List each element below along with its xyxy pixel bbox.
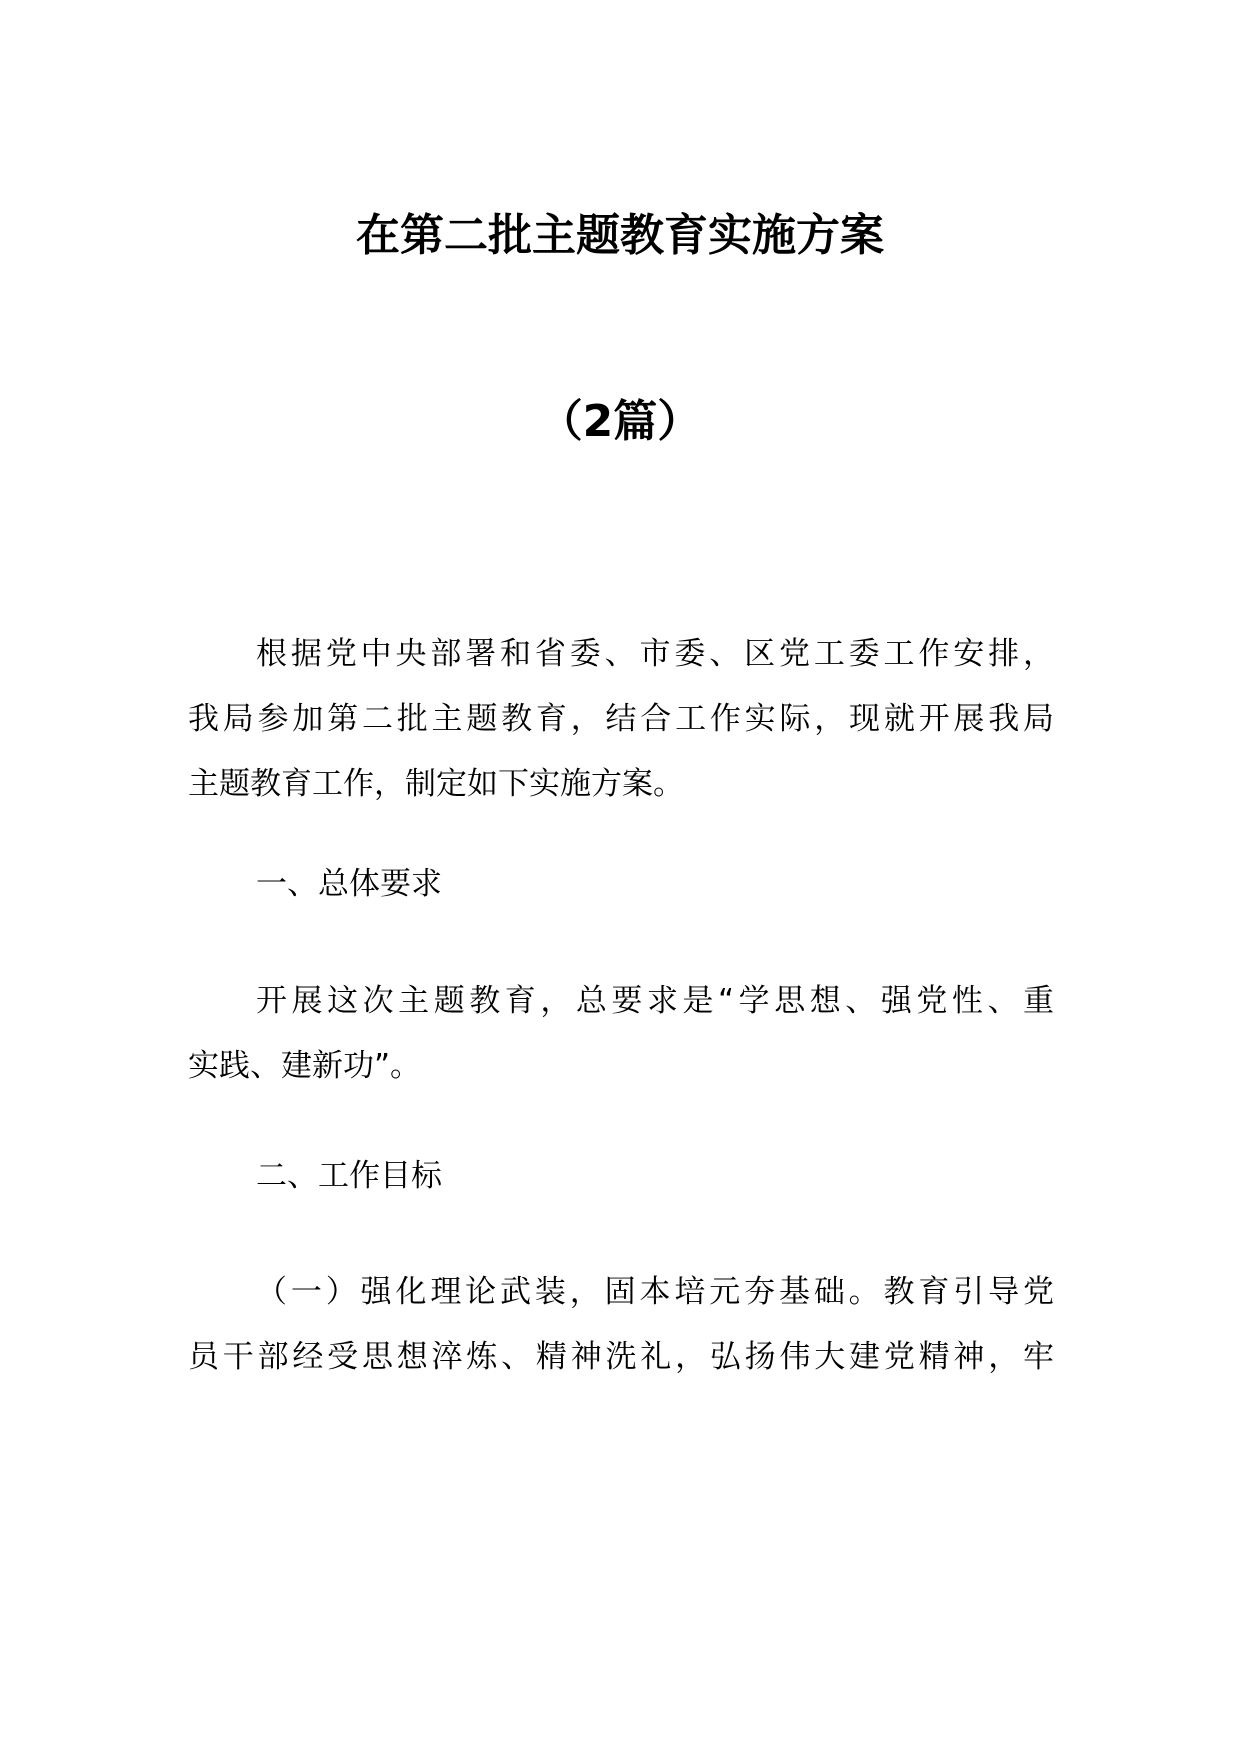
paragraph-line: 实践、建新功”。 xyxy=(188,1048,422,1084)
paragraph-line: 员干部经受思想淬炼、精神洗礼，弘扬伟大建党精神，牢 xyxy=(188,1339,1054,1375)
paragraph-intro xyxy=(188,622,1054,817)
paragraph-line: （一）强化理论武装，固本培元夯基础。教育引导党 xyxy=(256,1274,1054,1310)
paragraph-general-requirements xyxy=(188,969,1054,1099)
paragraph-line: 主题教育工作，制定如下实施方案。 xyxy=(188,766,684,802)
section-heading-work-goals: 二、工作目标 xyxy=(256,1158,442,1194)
document-title: 在第二批主题教育实施方案 xyxy=(356,210,884,261)
section-heading-general-requirements: 一、总体要求 xyxy=(256,866,442,902)
paragraph-line: 开展这次主题教育，总要求是“学思想、强党性、重 xyxy=(256,983,1054,1019)
paragraph-line: 根据党中央部署和省委、市委、区党工委工作安排， xyxy=(256,636,1054,672)
document-subtitle: （2篇） xyxy=(538,396,702,447)
paragraph-line: 我局参加第二批主题教育，结合工作实际，现就开展我局 xyxy=(188,701,1054,737)
paragraph-work-goals xyxy=(188,1260,1054,1390)
